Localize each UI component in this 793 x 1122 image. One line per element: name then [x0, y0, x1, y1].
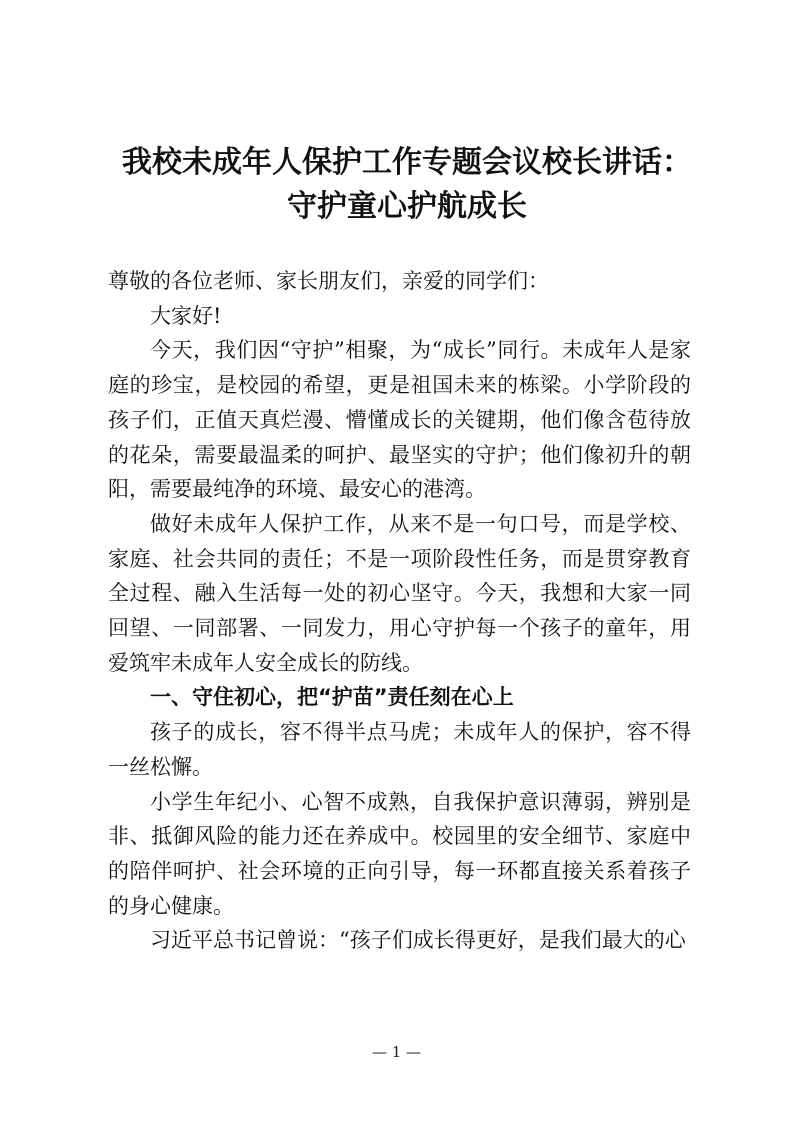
document-title-line-2: 守护童心护航成长: [287, 189, 527, 224]
document-title-line-1: 我校未成年人保护工作专题会议校长讲话：: [122, 145, 692, 180]
body-paragraph: 今天，我们因“守护”相聚，为“成长”同行。未成年人是家庭的珍宝，是校园的希望，更是祖国未来的栋梁。小学阶段的孩子们，正值天真烂漫、懵懂成长的关键期，他们像含苞待放的花朵，需要最温柔的呵护、最坚实的守护；他们像初升的朝阳，需要最纯净的环境、最安心的港湾。: [108, 338, 691, 502]
salutation: 尊敬的各位老师、家长朋友们，亲爱的同学们：: [108, 269, 549, 293]
body-paragraph: 小学生年纪小、心智不成熟，自我保护意识薄弱，辨别是非、抵御风险的能力还在养成中。校园里的安全细节、家庭中的陪伴呵护、社会环境的正向引导，每一环都直接关系着孩子的身心健康。: [108, 789, 691, 918]
greeting: 大家好!: [150, 303, 222, 328]
body-paragraph: 做好未成年人保护工作，从来不是一句口号，而是学校、家庭、社会共同的责任；不是一项阶段性任务，而是贯穿教育全过程、融入生活每一处的初心坚守。今天，我想和大家一同回望、一同部署、一同发力，用心守护每一个孩子的童年，用爱筑牢未成年人安全成长的防线。: [108, 511, 691, 675]
document-body: [108, 264, 691, 958]
body-paragraph: 习近平总书记曾说：“孩子们成长得更好，是我们最大的心: [150, 928, 686, 953]
page-number: — 1 —: [371, 1043, 422, 1061]
section-heading: 一、守住初心，把“护苗”责任刻在心上: [150, 685, 514, 710]
body-paragraph: 孩子的成长，容不得半点马虎；未成年人的保护，容不得一丝松懈。: [108, 720, 691, 779]
